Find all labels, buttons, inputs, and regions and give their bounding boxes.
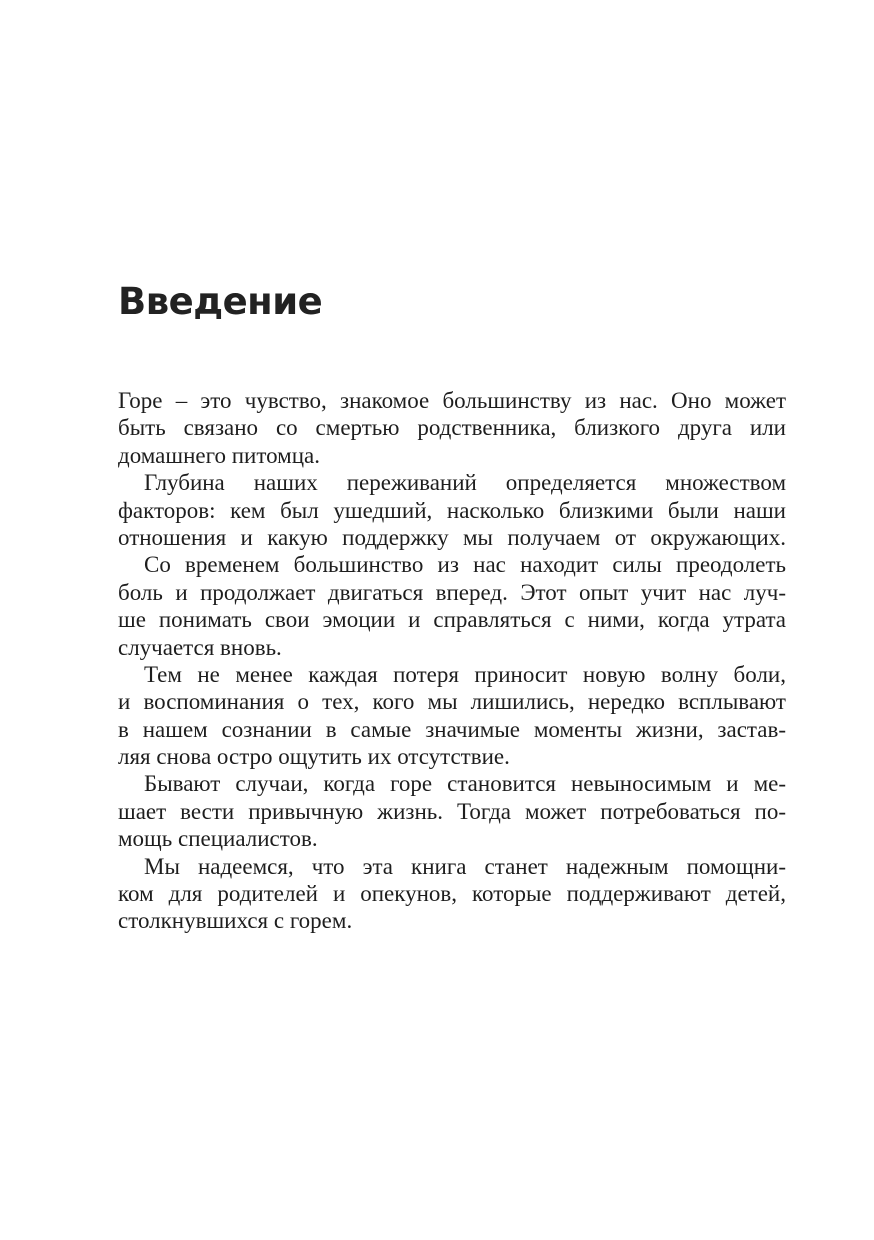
paragraph — [118, 387, 786, 469]
text-line: в нашем сознании в самые значимые моменты жизни, застав- — [118, 716, 786, 742]
text-line: Бывают случаи, когда горе становится невыносимым и ме- — [144, 771, 786, 797]
text-line: и воспоминания о тех, кого мы лишились, нередко всплывают — [118, 689, 786, 715]
chapter-heading: Введение — [118, 280, 323, 323]
text-line: боль и продолжает двигаться вперед. Этот опыт учит нас луч- — [118, 579, 786, 605]
paragraph — [118, 770, 786, 852]
text-line: ком для родителей и опекунов, которые поддерживают детей, — [118, 881, 786, 907]
text-line: ше понимать свои эмоции и справляться с ними, когда утрата — [118, 607, 786, 633]
text-line: Горе – это чувство, знакомое большинству из нас. Оно может — [118, 388, 786, 413]
body-text — [118, 387, 786, 935]
text-line: домашнего питомца. — [118, 442, 320, 468]
text-line: отношения и какую поддержку мы получаем от окружающих. — [118, 524, 786, 550]
text-line: случается вновь. — [118, 634, 282, 660]
text-line: ляя снова остро ощутить их отсутствие. — [118, 744, 510, 770]
text-line: столкнувшихся с горем. — [118, 908, 353, 934]
text-line: Мы надеемся, что эта книга станет надежным помощни- — [144, 853, 786, 879]
paragraph — [118, 853, 786, 935]
paragraph — [118, 661, 786, 771]
text-line: быть связано со смертью родственника, близкого друга или — [118, 415, 786, 441]
paragraph — [118, 469, 786, 551]
text-line: Тем не менее каждая потеря приносит новую волну боли, — [144, 661, 786, 687]
paragraph — [118, 551, 786, 661]
text-line: мощь специалистов. — [118, 826, 318, 852]
text-line: Глубина наших переживаний определяется множеством — [144, 470, 786, 496]
text-line: шает вести привычную жизнь. Тогда может потребоваться по- — [118, 798, 786, 824]
text-line: Со временем большинство из нас находит силы преодолеть — [144, 552, 786, 578]
text-line: факторов: кем был ушедший, насколько близкими были наши — [118, 497, 786, 523]
